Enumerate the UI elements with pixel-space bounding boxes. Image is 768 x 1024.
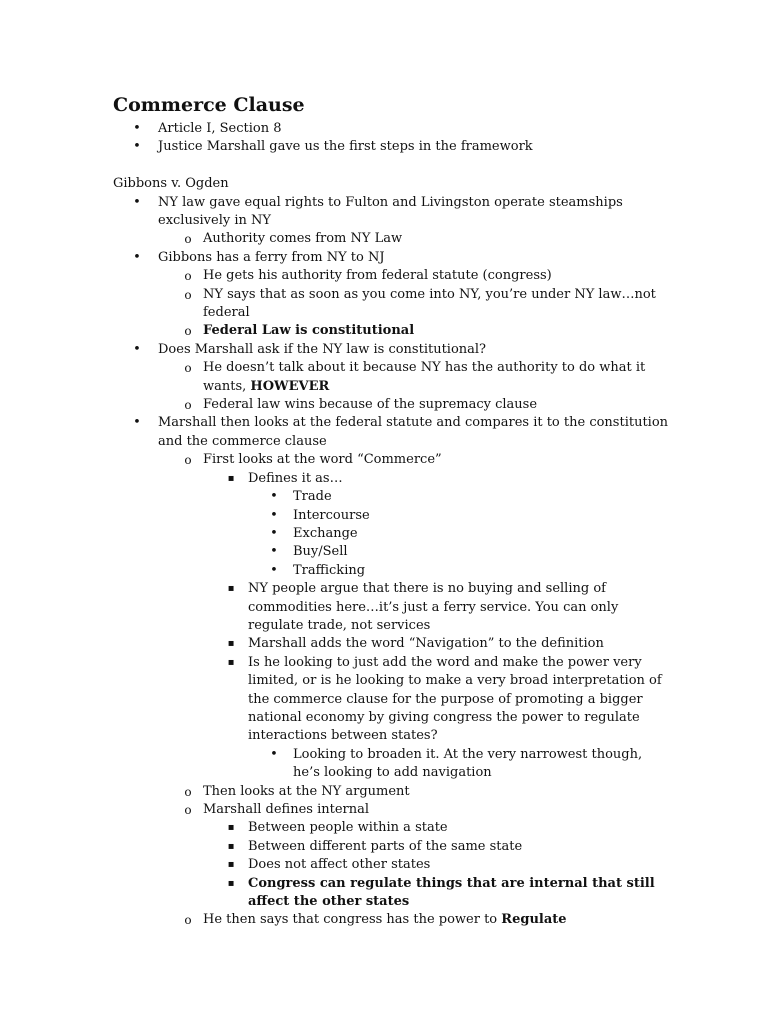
sub-sub-bullet-item xyxy=(113,819,673,837)
bullet-text: Trade xyxy=(293,489,332,505)
bullet-marker: • xyxy=(270,507,278,523)
bullet-text: Then looks at the NY argument xyxy=(203,783,410,799)
bullet-marker: • xyxy=(270,544,278,560)
bullet-marker: • xyxy=(270,562,278,578)
circle-marker: o xyxy=(184,784,192,799)
sub-sub-bullet-item xyxy=(113,875,673,912)
definition-item xyxy=(113,543,673,561)
circle-marker: o xyxy=(184,398,192,413)
bullet-item xyxy=(113,138,673,156)
page-title: Commerce Clause xyxy=(113,94,305,116)
bullet-text: Intercourse xyxy=(293,507,370,523)
bullet-marker: • xyxy=(133,249,141,265)
bold-text: Federal Law is constitutional xyxy=(203,323,415,339)
bullet-text: Defines it as… xyxy=(248,470,343,486)
bullet-marker: • xyxy=(133,121,141,136)
bullet-text: Exchange xyxy=(293,525,358,541)
bullet-text: Marshall adds the word “Navigation” to the definition xyxy=(248,636,604,652)
sub-bullet-item xyxy=(113,911,673,929)
square-marker: ▪ xyxy=(227,822,235,834)
bullet-text: Authority comes from NY Law xyxy=(203,231,403,247)
bullet-text: He then says that congress has the power to xyxy=(203,912,498,928)
square-marker: ▪ xyxy=(227,583,235,595)
bullet-text: Trafficking xyxy=(293,562,366,578)
bullet-text: NY people argue that there is no buying and selling of commodities here…it’s just a ferry service. You can only regulate trade, not services xyxy=(248,581,619,633)
definition-item xyxy=(113,488,673,506)
bullet-text: Gibbons has a ferry from NY to NJ xyxy=(158,249,385,265)
bullet-text: NY says that as soon as you come into NY, you’re under NY law…not federal xyxy=(203,286,656,321)
sub-sub-bullet-item xyxy=(113,580,673,635)
case-heading: Gibbons v. Ogden xyxy=(113,176,229,192)
bold-text: Congress can regulate things that are internal that still affect the other states xyxy=(248,875,655,910)
bullet-text: Does not affect other states xyxy=(248,857,431,873)
circle-marker: o xyxy=(184,232,192,247)
sub-bullet-item xyxy=(113,359,673,396)
circle-marker: o xyxy=(184,287,192,302)
bullet-marker: • xyxy=(270,525,278,541)
bullet-text: Marshall then looks at the federal statute and compares it to the constitution and the commerce clause xyxy=(158,415,669,449)
sub-bullet-item xyxy=(113,783,673,801)
bullet-marker: • xyxy=(133,194,141,210)
sub-sub-bullet-item xyxy=(113,838,673,856)
bold-text: Regulate xyxy=(501,912,567,928)
bullet-text: First looks at the word “Commerce” xyxy=(203,452,442,468)
bullet-text: Does Marshall ask if the NY law is constitutional? xyxy=(158,341,487,357)
square-marker: ▪ xyxy=(227,840,235,852)
bullet-text: Between people within a state xyxy=(248,820,448,836)
square-marker: ▪ xyxy=(227,859,235,871)
bullet-text: He doesn’t talk about it because NY has the authority to do what it wants, xyxy=(203,360,646,394)
sub-bullet-item xyxy=(113,286,673,323)
circle-marker: o xyxy=(184,803,192,818)
bullet-item xyxy=(113,249,673,267)
bullet-text: Marshall defines internal xyxy=(203,802,370,818)
bullet-marker: • xyxy=(270,489,278,505)
bullet-item xyxy=(113,194,673,231)
bullet-text: He gets his authority from federal statute (congress) xyxy=(203,268,552,284)
circle-marker: o xyxy=(184,913,192,928)
circle-marker: o xyxy=(184,324,192,339)
bullet-item xyxy=(113,120,673,138)
square-marker: ▪ xyxy=(227,638,235,650)
sub-bullet-item xyxy=(113,451,673,469)
definition-item xyxy=(113,525,673,543)
document-page xyxy=(113,93,673,930)
bullet-text: Justice Marshall gave us the first steps in the framework xyxy=(158,139,533,155)
sub-sub-bullet-item xyxy=(113,856,673,874)
bullet-item xyxy=(113,414,673,451)
bullet-text: Between different parts of the same state xyxy=(248,838,523,854)
bold-text: HOWEVER xyxy=(250,378,330,394)
bullet-text: Article I, Section 8 xyxy=(158,121,282,136)
sub-bullet-item xyxy=(113,801,673,819)
bullet-marker: • xyxy=(133,341,141,357)
square-marker: ▪ xyxy=(227,656,235,668)
definition-item xyxy=(113,562,673,580)
spacer xyxy=(113,157,673,175)
bullet-text: Looking to broaden it. At the very narrowest though, he’s looking to add navigation xyxy=(293,746,643,781)
sub-sub-bullet-item xyxy=(113,635,673,653)
sub-bullet-item xyxy=(113,230,673,248)
bullet-text: Federal law wins because of the supremacy clause xyxy=(203,397,538,413)
bullet-marker: • xyxy=(133,139,141,155)
sub-sub-bullet-item xyxy=(113,470,673,488)
sub-bullet-item xyxy=(113,322,673,340)
circle-marker: o xyxy=(184,453,192,468)
bullet-marker: • xyxy=(133,415,141,431)
bullet-text: Is he looking to just add the word and make the power very limited, or is he looking to make a very broad interpretation of the commerce clause for the purpose of promoting a bigger national economy by giving congress the power to regulate interactions between states? xyxy=(248,654,662,744)
sub-bullet-item xyxy=(113,396,673,414)
deep-bullet-item xyxy=(113,746,673,783)
bullet-marker: • xyxy=(270,746,278,762)
bullet-item xyxy=(113,341,673,359)
circle-marker: o xyxy=(184,269,192,284)
definition-item xyxy=(113,507,673,525)
square-marker: ▪ xyxy=(227,472,235,484)
circle-marker: o xyxy=(184,361,192,376)
bullet-text: Buy/Sell xyxy=(293,544,348,560)
sub-sub-bullet-item xyxy=(113,654,673,746)
square-marker: ▪ xyxy=(227,877,235,889)
bullet-text: NY law gave equal rights to Fulton and Livingston operate steamships exclusively in NY xyxy=(158,194,623,229)
sub-bullet-item xyxy=(113,267,673,285)
